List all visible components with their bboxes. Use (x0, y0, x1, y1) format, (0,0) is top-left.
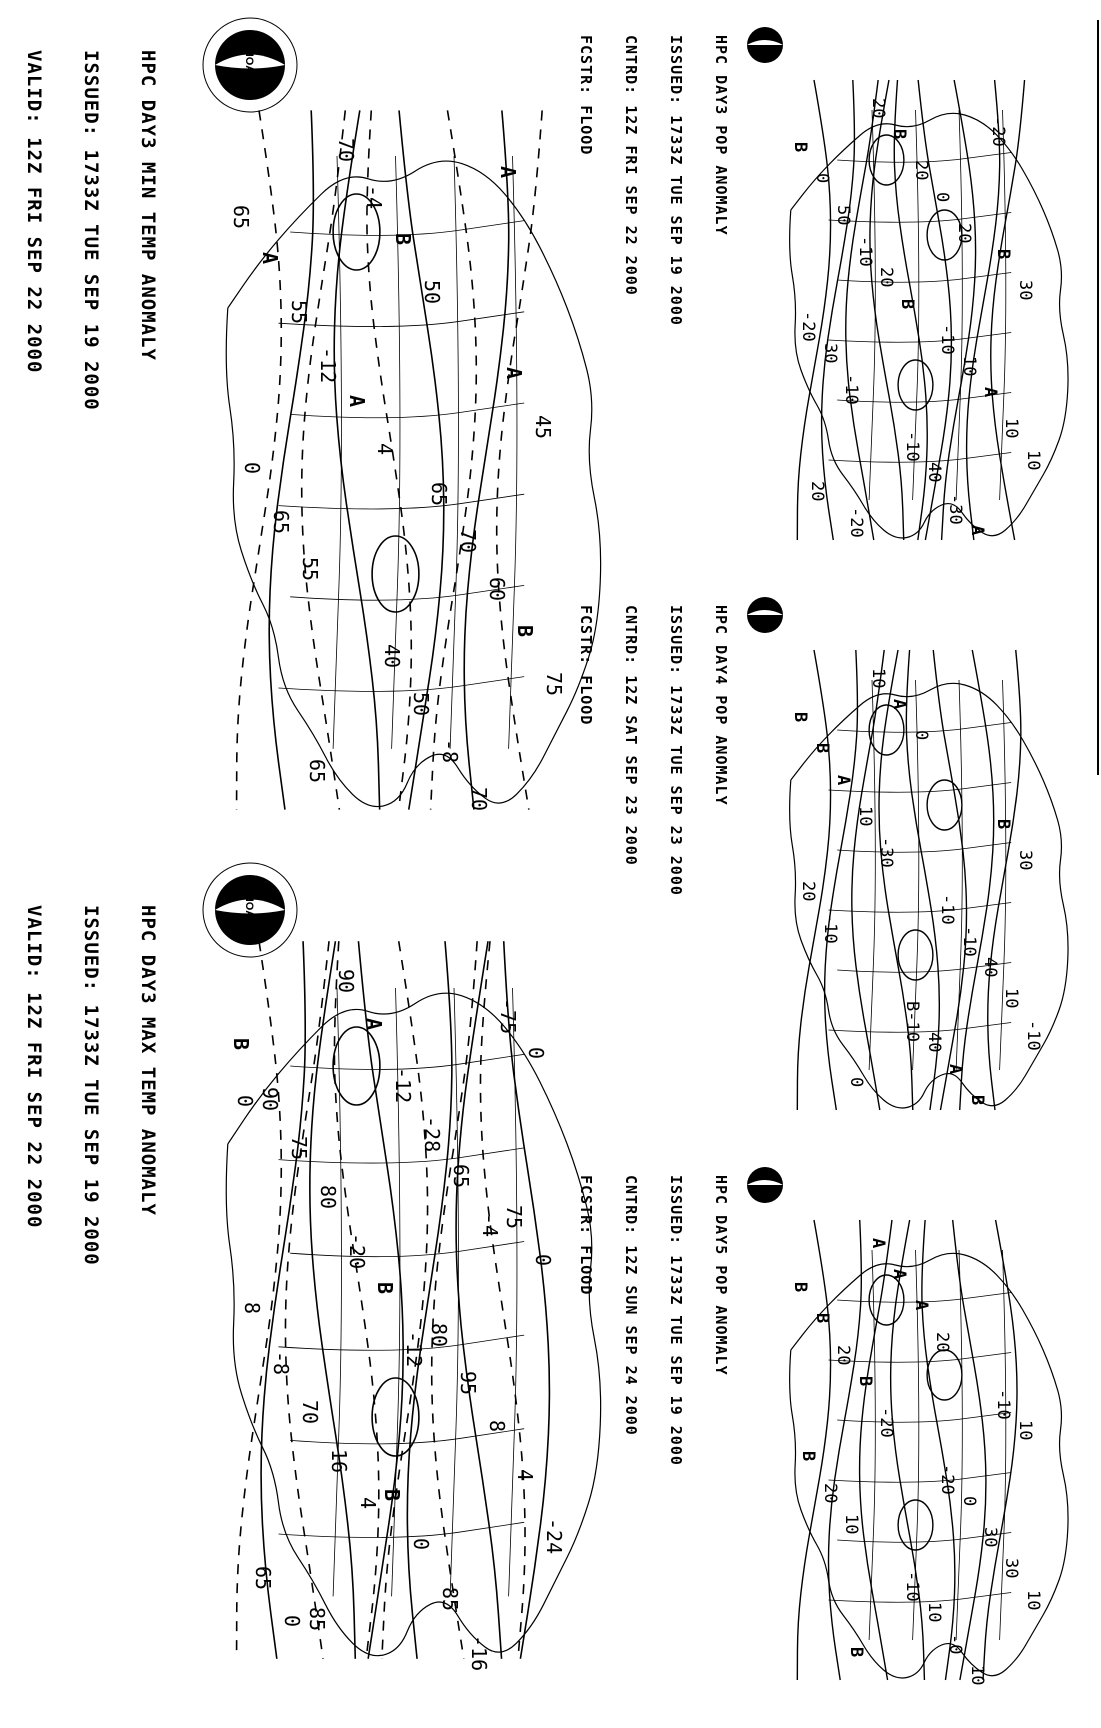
pressure-center-label: B (391, 232, 416, 245)
contour-value-label: 75 (502, 1204, 527, 1229)
pressure-center-label: A (502, 367, 527, 380)
contour-value-label: -20 (846, 506, 867, 538)
contour-value-label: 30 (819, 342, 840, 364)
pressure-center-label: B (993, 818, 1014, 830)
pressure-center-label: B (513, 624, 538, 637)
contour-value-label: 10 (841, 1514, 862, 1535)
day4-pop-header (548, 605, 758, 896)
contour-value-label: -10 (937, 324, 958, 356)
min-temp-map-panel (23, 20, 620, 865)
pressure-center-label: A (980, 386, 1001, 398)
header-valid: VALID: 12Z FRI SEP 22 2000 (23, 905, 45, 1229)
contour-value-label: 20 (806, 480, 827, 502)
contour-value-label: -10 (854, 235, 875, 267)
pressure-center-label: A (833, 774, 854, 785)
contour-value-label: 20 (819, 1482, 840, 1504)
contour-value-label: 10 (966, 1664, 987, 1686)
pressure-center-label: A (889, 1269, 910, 1280)
contour-value-label: 65 (448, 1164, 473, 1189)
contour-value-label: 30 (980, 1526, 1001, 1548)
pressure-center-label: A (867, 1237, 888, 1249)
pressure-center-label: B (790, 712, 811, 723)
contour-value-label: 50 (833, 204, 854, 226)
logo-text: NOAA (243, 48, 255, 82)
pressure-center-label: B (966, 1094, 987, 1106)
contour-value-label: -10 (1022, 1019, 1043, 1051)
contour-value-label: 8 (240, 1302, 265, 1315)
contour-value-label: 70 (297, 1399, 322, 1424)
contour-value-label: -24 (542, 1517, 567, 1554)
contour-value-label: 90 (258, 1087, 283, 1112)
contour-value-label: 70 (333, 137, 358, 162)
contour-value-label: 10 (854, 805, 875, 827)
contour-value-label: -30 (945, 493, 966, 525)
header-forecaster: FCSTR: FLOOD (577, 35, 595, 156)
contour-value-label: 40 (980, 956, 1001, 978)
header-centered: CNTRD: 12Z SAT SEP 23 2000 (622, 605, 640, 866)
pressure-center-label: B (993, 248, 1014, 260)
contour-value-label: -75 (495, 997, 520, 1034)
contour-value-label: 20 (953, 223, 974, 244)
contour-value-label: 65 (251, 1566, 276, 1591)
contour-value-label: 20 (875, 267, 896, 288)
contour-value-label: 75 (286, 1135, 311, 1160)
contour-value-label: -10 (937, 894, 958, 926)
header-title: HPC DAY4 POP ANOMALY (712, 605, 730, 806)
contour-value-label: 30 (1014, 280, 1035, 301)
header-issued: ISSUED: 1733Z TUE SEP 19 2000 (80, 50, 102, 411)
contour-value-label: 85 (437, 1586, 462, 1611)
contour-value-label: -20 (344, 1233, 369, 1270)
contour-value-label: -20 (798, 311, 819, 343)
noaa-logo (203, 863, 297, 957)
contour-value-label: 55 (297, 557, 322, 582)
contour-value-label: 75 (542, 672, 567, 697)
max-temp-header (0, 905, 195, 1266)
pressure-center-label: A (966, 524, 987, 536)
contour-value-label: 20 (867, 97, 888, 119)
page-edge-line (1097, 20, 1099, 775)
contour-value-label: 0 (846, 1076, 867, 1087)
contour-value-label: -10 (902, 1571, 923, 1602)
contour-value-label: 70 (466, 786, 491, 811)
contour-value-label: 65 (229, 204, 254, 230)
header-issued: ISSUED: 1733Z TUE SEP 19 2000 (667, 1175, 685, 1466)
contour-value-label: 10 (867, 667, 888, 689)
contour-value-label: 50 (420, 280, 444, 305)
header-issued: ISSUED: 1733Z TUE SEP 19 2000 (667, 35, 685, 326)
pressure-center-label: A (258, 252, 283, 265)
contour-value-label: 65 (304, 758, 329, 784)
contour-lines (797, 1220, 1022, 1680)
contour-value-label: 4 (355, 1497, 380, 1510)
contour-value-label: 20 (833, 1344, 854, 1366)
contour-value-label: -0 (945, 1633, 966, 1655)
contour-value-label: -12 (402, 1330, 427, 1367)
header-issued: ISSUED: 1733Z TUE SEP 23 2000 (667, 605, 685, 896)
pressure-center-label: B (854, 1375, 875, 1387)
contour-value-label: 10 (923, 1602, 944, 1623)
contour-value-label: 40 (380, 644, 405, 669)
contour-value-label: 65 (269, 509, 294, 534)
contour-value-label: 60 (484, 577, 509, 602)
header-title: HPC DAY3 MIN TEMP ANOMALY (137, 50, 159, 361)
contour-value-label: B-10 (902, 1001, 923, 1043)
contour-value-label: 0 (811, 173, 832, 184)
contour-value-label: 0 (524, 1046, 549, 1059)
header-forecaster: FCSTR: FLOOD (577, 1175, 595, 1296)
contour-lines (237, 110, 543, 809)
contour-value-label: 20 (798, 881, 819, 902)
contour-value-label: -4 (362, 185, 387, 210)
contour-value-label: -30 (875, 837, 896, 868)
pressure-center-label: A (945, 1063, 966, 1074)
pressure-center-label: A (362, 1017, 387, 1031)
contour-value-label: -12 (391, 1066, 416, 1103)
contour-value-label: 30 (1014, 850, 1035, 871)
contour-value-label: 90 (333, 969, 358, 994)
contour-value-label: 80 (315, 1184, 340, 1209)
contour-lines (797, 80, 1024, 540)
contour-value-label: 80 (426, 1322, 451, 1347)
logo-text: NOAA (243, 893, 255, 927)
contour-value-label: -10 (841, 374, 862, 405)
pressure-center-label: B (790, 142, 811, 153)
contour-value-label: -8 (437, 739, 462, 764)
pressure-center-label: B (798, 1451, 819, 1462)
contour-value-label: 10 (1022, 1589, 1043, 1610)
pressure-center-label: B (897, 298, 918, 309)
contour-value-label: 95 (455, 1371, 480, 1396)
day3-pop-header (548, 35, 758, 326)
contour-value-label: -28 (420, 1115, 444, 1152)
contour-value-label: 8 (484, 1420, 509, 1433)
noaa-logo (203, 18, 297, 112)
contour-value-label: 10 (958, 355, 979, 377)
header-centered: CNTRD: 12Z FRI SEP 22 2000 (622, 35, 640, 296)
contour-value-label: 10 (1022, 449, 1043, 470)
contour-value-label: 0 (910, 730, 931, 741)
header-title: HPC DAY5 POP ANOMALY (712, 1175, 730, 1376)
day5-pop-map-panel (577, 1160, 1100, 1720)
contour-value-label: 85 (304, 1606, 329, 1631)
pressure-center-label: B (889, 129, 910, 140)
pressure-center-label: A (344, 395, 369, 408)
contour-value-label: 50 (409, 691, 433, 716)
contour-value-label: -20 (988, 116, 1009, 147)
contour-value-label: 40 (923, 462, 944, 483)
min-temp-header (0, 50, 195, 411)
pressure-center-label: B (846, 1646, 867, 1657)
contour-value-label: -12 (315, 347, 340, 384)
contour-value-label: -4 (477, 1213, 502, 1238)
contour-value-label: 30 (1001, 1558, 1022, 1579)
contour-value-label: -10 (902, 431, 923, 462)
pressure-center-label: B (373, 1282, 398, 1295)
pressure-center-label: A (889, 699, 910, 710)
header-centered: CNTRD: 12Z SUN SEP 24 2000 (622, 1175, 640, 1436)
contour-value-label: 10 (1014, 1420, 1035, 1441)
contour-value-label: 20 (932, 1331, 953, 1353)
pressure-center-label: A (910, 1300, 931, 1311)
pressure-center-label: B (790, 1282, 811, 1293)
pressure-center-label: B (811, 1313, 832, 1324)
day3-pop-map-panel (577, 20, 1100, 580)
contour-value-label: 70 (455, 529, 480, 554)
contour-value-label: 16 (326, 1448, 351, 1473)
pressure-center-label: B (229, 1038, 254, 1051)
header-title: HPC DAY3 POP ANOMALY (712, 35, 730, 236)
contour-value-label: 20 (910, 160, 931, 181)
contour-value-label: 0 (409, 1537, 433, 1550)
contour-value-label: 0 (932, 191, 953, 202)
contour-value-label: 0 (240, 462, 265, 475)
contour-value-label: 40 (923, 1032, 944, 1053)
max-temp-map-panel (23, 880, 620, 1720)
contour-value-label: 55 (286, 299, 311, 325)
contour-value-label: 0 (233, 1095, 258, 1108)
pressure-center-label: B (380, 1489, 405, 1502)
pressure-center-label: B (811, 743, 832, 754)
contour-value-label: 0 (280, 1615, 305, 1628)
day5-pop-header (548, 1175, 758, 1466)
contour-value-label: 45 (531, 414, 556, 439)
contour-value-label: -8 (269, 1351, 294, 1376)
contour-value-label: 4 (373, 442, 398, 455)
contour-value-label: 4 (513, 1468, 538, 1481)
header-title: HPC DAY3 MAX TEMP ANOMALY (137, 905, 159, 1216)
contour-value-label: -20 (875, 1407, 896, 1438)
header-issued: ISSUED: 1733Z TUE SEP 19 2000 (80, 905, 102, 1266)
day4-pop-map-panel (577, 590, 1100, 1150)
contour-value-label: -16 (466, 1635, 491, 1672)
contour-value-label: -10 (819, 912, 840, 944)
header-forecaster: FCSTR: FLOOD (577, 605, 595, 726)
contour-value-label: 0 (531, 1253, 556, 1266)
contour-value-label: -10 (993, 1388, 1014, 1420)
contour-value-label: -10 (958, 925, 979, 957)
contour-value-label: 10 (1001, 418, 1022, 439)
header-valid: VALID: 12Z FRI SEP 22 2000 (23, 50, 45, 374)
contour-value-label: 10 (1001, 988, 1022, 1009)
pressure-center-label: A (495, 165, 520, 178)
contour-value-label: -20 (937, 1464, 958, 1496)
contour-value-label: 0 (958, 1495, 979, 1506)
contour-value-label: 65 (426, 481, 451, 507)
